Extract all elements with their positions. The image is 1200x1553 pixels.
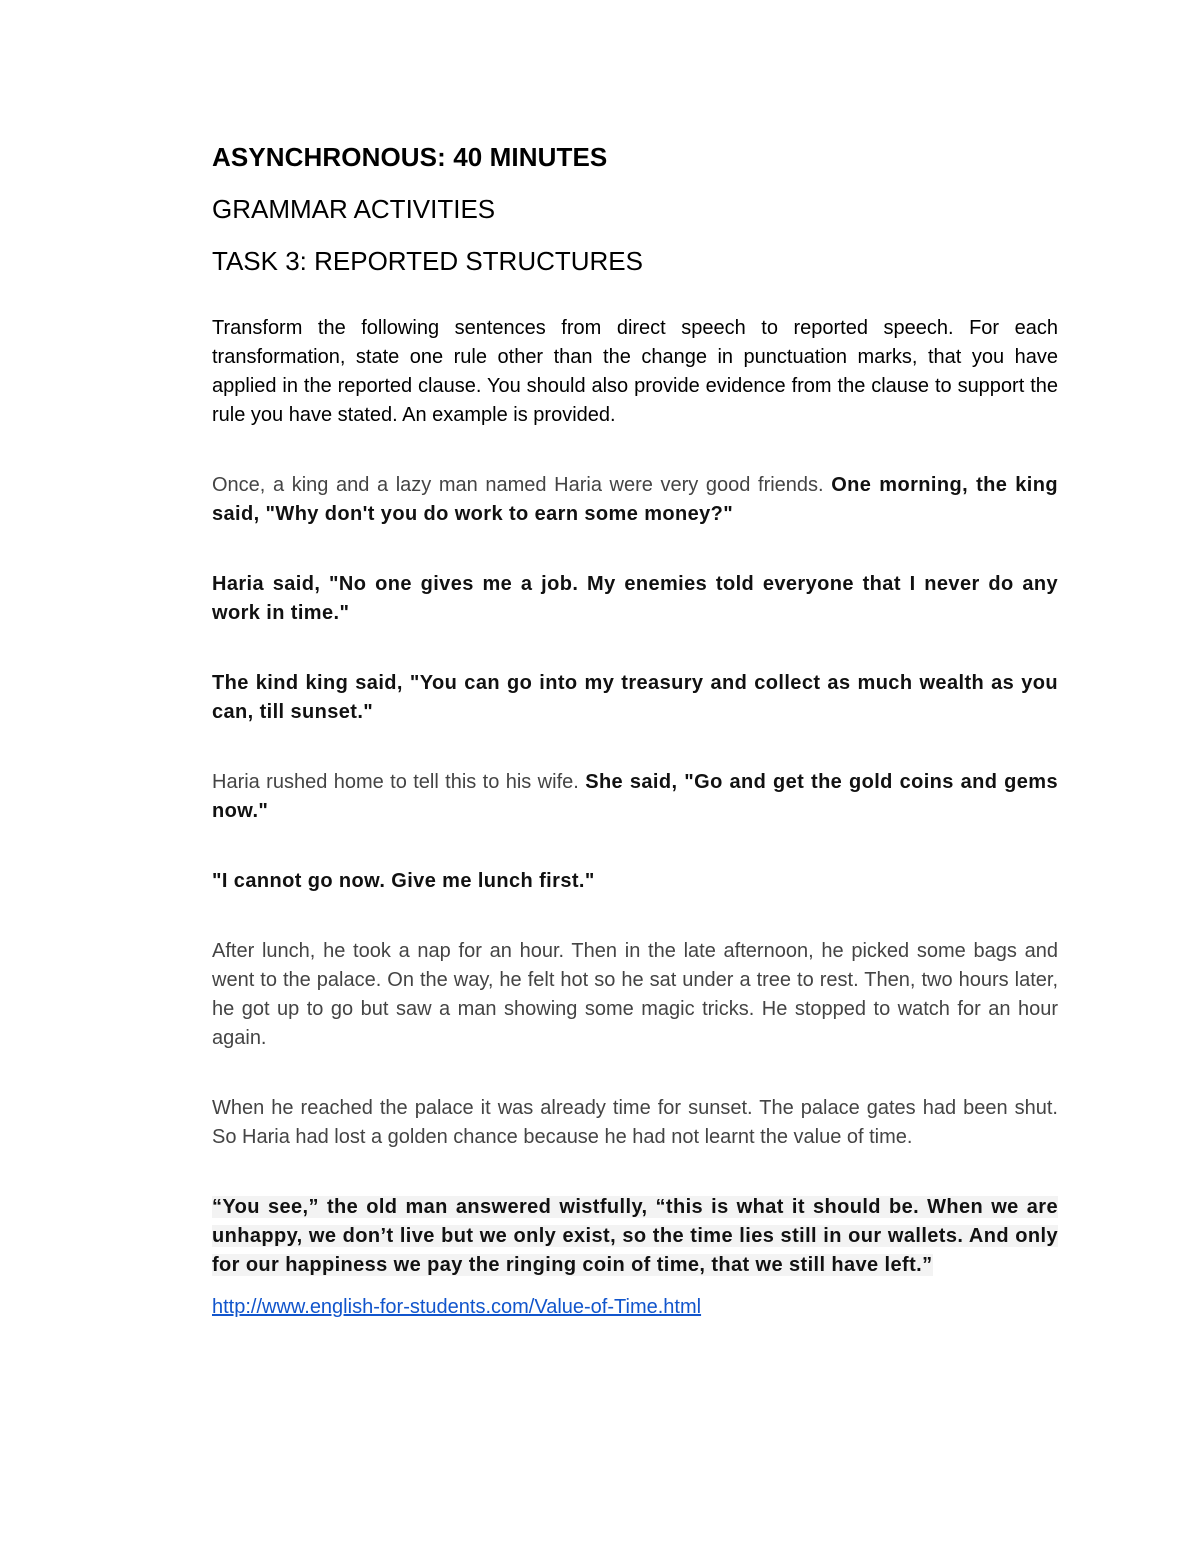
direct-speech-sentence: Haria said, "No one gives me a job. My enemies told everyone that I never do any work in time."	[212, 573, 1058, 624]
direct-speech-sentence: She said, "Go and get the gold coins and gems now."	[212, 771, 1058, 822]
story-paragraph-5	[212, 867, 1058, 896]
story-paragraph-4	[212, 768, 1058, 826]
story-paragraph-6: After lunch, he took a nap for an hour. Then in the late afternoon, he picked some bags and went to the palace. On the way, he felt hot so he sat under a tree to rest. Then, two hours later, he got up to go but saw a man showing some magic tricks. He stopped to watch for an hour again.	[212, 940, 1058, 1049]
story-paragraph-7: When he reached the palace it was already time for sunset. The palace gates had been shut. So Haria had lost a golden chance because he had not learnt the value of time.	[212, 1097, 1058, 1148]
instructions-paragraph: Transform the following sentences from direct speech to reported speech. For each transformation, state one rule other than the change in punctuation marks, that you have applied in the reported clause. You should also provide evidence from the clause to support the rule you have stated. An example is provided.	[212, 317, 1058, 426]
task-heading: TASK 3: REPORTED STRUCTURES	[212, 246, 643, 276]
story-paragraph-1	[212, 471, 1058, 529]
document-subtitle: GRAMMAR ACTIVITIES	[212, 194, 496, 224]
document-page	[212, 138, 1058, 1322]
story-text: Haria rushed home to tell this to his wife.	[212, 771, 586, 793]
story-text: Once, a king and a lazy man named Haria were very good friends.	[212, 474, 832, 496]
story-paragraph-8	[212, 1193, 1058, 1280]
direct-speech-sentence: The kind king said, "You can go into my treasury and collect as much wealth as you can, till sunset."	[212, 672, 1058, 723]
story-paragraph-3	[212, 669, 1058, 727]
direct-speech-sentence: "I cannot go now. Give me lunch first."	[212, 870, 595, 892]
direct-speech-sentence: One morning, the king said, "Why don't you do work to earn some money?"	[212, 474, 1058, 525]
quote-sentence: “You see,” the old man answered wistfully, “this is what it should be. When we are unhappy, we don’t live but we only exist, so the time lies still in our wallets. And only for our happiness we pay the ringing coin of time, that we still have left.”	[212, 1196, 1058, 1276]
source-link[interactable]: http://www.english-for-students.com/Value-of-Time.html	[212, 1296, 702, 1318]
story-paragraph-2	[212, 570, 1058, 628]
document-title: ASYNCHRONOUS: 40 MINUTES	[212, 142, 608, 172]
